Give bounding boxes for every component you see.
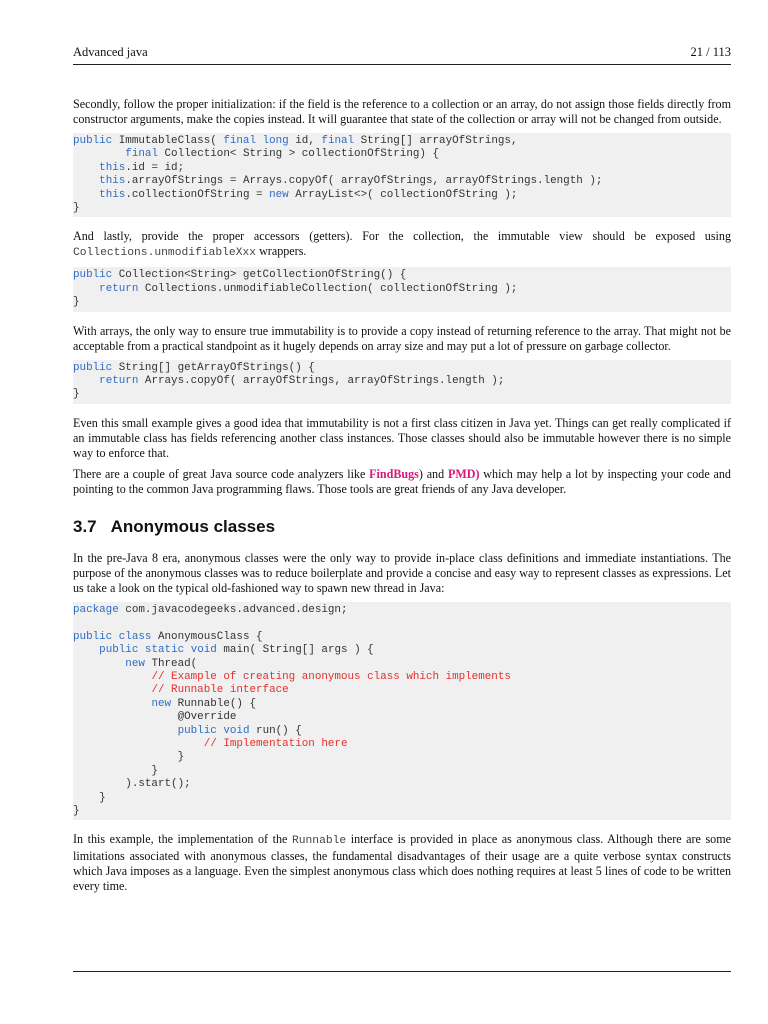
code-text: ArrayList<>( collectionOfString ); [288, 188, 518, 201]
code-line [73, 792, 731, 805]
code-block-constructor [73, 133, 731, 217]
code-text [73, 283, 99, 295]
code-line [73, 684, 731, 697]
code-text [73, 684, 151, 696]
inline-code-runnable: Runnable [291, 835, 347, 848]
code-text: com.javacodegeeks.advanced.design; [118, 603, 348, 616]
code-line [73, 148, 731, 161]
code-keyword: public [73, 361, 113, 374]
code-block-array-getter [73, 360, 731, 404]
code-keyword: new [269, 188, 289, 201]
code-text: } [73, 751, 185, 764]
code-keyword: static [144, 644, 185, 657]
code-line [73, 269, 731, 282]
code-text: Collection< String > collectionOfString) { [157, 148, 440, 161]
section-title: Anonymous classes [110, 516, 276, 536]
code-keyword: long [262, 135, 289, 147]
code-text [73, 698, 151, 710]
paragraph-arrays: With arrays, the only way to ensure true immutability is to provide a copy instead of returning reference to the array. That might not be acceptable from a practical standpoint as it hugely depends on array size and may put a lot of pressure on garbage collector. [73, 323, 731, 353]
paragraph-immutability-note: Even this small example gives a good idea that immutability is not a first class citizen in Java yet. Things can get really complicated if an immutable class has fields referencing another class instances. Those classes should also be immutable however there is no simple way to enforce that. [73, 415, 731, 460]
code-keyword: final [223, 135, 257, 147]
code-keyword: void [190, 644, 217, 657]
code-line [73, 162, 731, 175]
code-comment: // Implementation here [203, 737, 348, 750]
code-line [73, 135, 731, 148]
code-line [73, 362, 731, 375]
code-text: .arrayOfStrings = Arrays.copyOf( arrayOfStrings, arrayOfStrings.length ); [125, 175, 603, 188]
code-keyword: return [99, 375, 139, 388]
code-line [73, 189, 731, 202]
code-text: @Override [73, 711, 237, 724]
page-header [73, 45, 731, 60]
example-text-end: interface is provided in place as anonymous class. Although there are some limitations associated with anonymous classes, the fundamental disadvantages of their usage are a quite verbose syntax constructs which Java imposes as a language. Even the simplest anonymous class which does nothing requires at least 5 lines of code to be written every time. [73, 832, 731, 894]
code-block-collection-getter [73, 267, 731, 311]
code-text [73, 658, 125, 670]
analyzers-text: There are a couple of great Java source code analyzers like [73, 466, 370, 481]
code-text: .collectionOfString = [125, 188, 270, 201]
analyzers-text-end: which may help a lot by inspecting your code and pointing to the common Java programming flaws. Those tools are great friends of any Java developer. [73, 466, 731, 496]
code-line [73, 751, 731, 764]
code-text: String[] arrayOfStrings, [354, 135, 518, 147]
code-line [73, 698, 731, 711]
code-keyword: new [151, 697, 172, 710]
code-line [73, 631, 731, 644]
code-text: ).start(); [73, 778, 191, 791]
accessors-text: And lastly, provide the proper accessors (getters). For the collection, the immutable view should be exposed using [73, 229, 731, 244]
code-keyword: void [223, 724, 250, 737]
code-text: Arrays.copyOf( arrayOfStrings, arrayOfStrings.length ); [138, 375, 505, 388]
code-text: Collections.unmodifiableCollection( collectionOfString ); [138, 282, 518, 295]
code-text: Collection<String> getCollectionOfString() { [112, 269, 407, 282]
code-text [73, 738, 204, 750]
code-text: main( String[] args ) { [216, 644, 374, 657]
code-line [73, 738, 731, 751]
paragraph-anonymous-example [73, 832, 731, 894]
code-line [73, 296, 731, 309]
code-comment: // Runnable interface [151, 684, 289, 697]
code-keyword: this [99, 175, 126, 188]
document-title: Advanced java [73, 45, 148, 59]
code-text: } [73, 202, 80, 215]
code-line [73, 778, 731, 791]
code-text: } [73, 296, 80, 309]
code-keyword: public [177, 724, 217, 737]
analyzers-text-mid: ) and [418, 466, 448, 481]
example-text: In this example, the implementation of the [73, 832, 292, 847]
code-line [73, 671, 731, 684]
code-line [73, 388, 731, 401]
code-text: } [73, 791, 106, 804]
code-line [73, 175, 731, 188]
code-text [73, 375, 99, 387]
code-text [73, 725, 178, 737]
code-text: .id = id; [125, 161, 185, 174]
code-keyword: public [73, 135, 113, 147]
code-keyword: final [125, 148, 158, 161]
code-text: run() { [249, 724, 302, 737]
code-keyword: return [99, 282, 139, 295]
code-text [73, 162, 99, 174]
code-keyword: new [125, 657, 145, 670]
code-keyword: this [99, 161, 126, 174]
section-heading [73, 517, 731, 537]
code-text: Thread( [144, 657, 198, 670]
code-keyword: final [321, 135, 355, 147]
code-text: AnonymousClass { [151, 630, 263, 643]
code-line [73, 604, 731, 617]
code-text: } [73, 388, 80, 401]
inline-code-unmodifiable: Collections.unmodifiableXxx [73, 247, 257, 260]
code-line [73, 202, 731, 215]
code-block-anonymous-class [73, 602, 731, 821]
code-line [73, 765, 731, 778]
page-body [73, 97, 731, 900]
footer-divider [73, 971, 731, 972]
section-number: 3.7 [73, 516, 97, 536]
code-line [73, 725, 731, 738]
header-divider [73, 64, 731, 65]
code-keyword: public [99, 644, 139, 657]
paragraph-anonymous-intro: In the pre-Java 8 era, anonymous classes were the only way to provide in-place class definitions and immediate instantiations. The purpose of the anonymous classes was to reduce boilerplate and provide a concise and easy way to represent classes as expressions. Let us take a look on the typical old-fashioned way to spawn new thread in Java: [73, 550, 731, 595]
code-text: Runnable() { [171, 697, 257, 710]
code-comment: // Example of creating anonymous class which implements [151, 670, 511, 683]
code-text [73, 148, 125, 160]
code-text [73, 644, 99, 656]
code-text: ImmutableClass( [112, 135, 224, 147]
code-text [73, 175, 99, 187]
code-keyword: class [118, 630, 152, 643]
code-line [73, 617, 731, 630]
code-keyword: public [73, 269, 113, 282]
code-text [73, 671, 151, 683]
page-number: 21 / 113 [690, 45, 731, 59]
code-text: id, [288, 135, 322, 147]
code-text [73, 189, 99, 201]
code-keyword: package [73, 603, 119, 616]
accessors-text-end: wrappers. [256, 244, 307, 259]
code-text: String[] getArrayOfStrings() { [112, 361, 315, 374]
code-keyword: this [99, 188, 126, 201]
code-line [73, 805, 731, 818]
pmd-link[interactable]: PMD) [447, 466, 480, 481]
paragraph-analyzers [73, 467, 731, 497]
code-line [73, 711, 731, 724]
findbugs-link[interactable]: FindBugs [369, 466, 419, 481]
code-text: } [73, 764, 158, 777]
paragraph-accessors [73, 229, 731, 261]
code-keyword: public [73, 630, 113, 643]
code-text: } [73, 804, 80, 817]
code-line [73, 644, 731, 657]
code-line [73, 283, 731, 296]
paragraph-initialization: Secondly, follow the proper initialization: if the field is the reference to a collection or an array, do not assign those fields directly from constructor arguments, make the copies instead. It will guarantee that state of the collection or array will not be changed from outside. [73, 97, 731, 126]
code-line [73, 658, 731, 671]
code-line [73, 375, 731, 388]
